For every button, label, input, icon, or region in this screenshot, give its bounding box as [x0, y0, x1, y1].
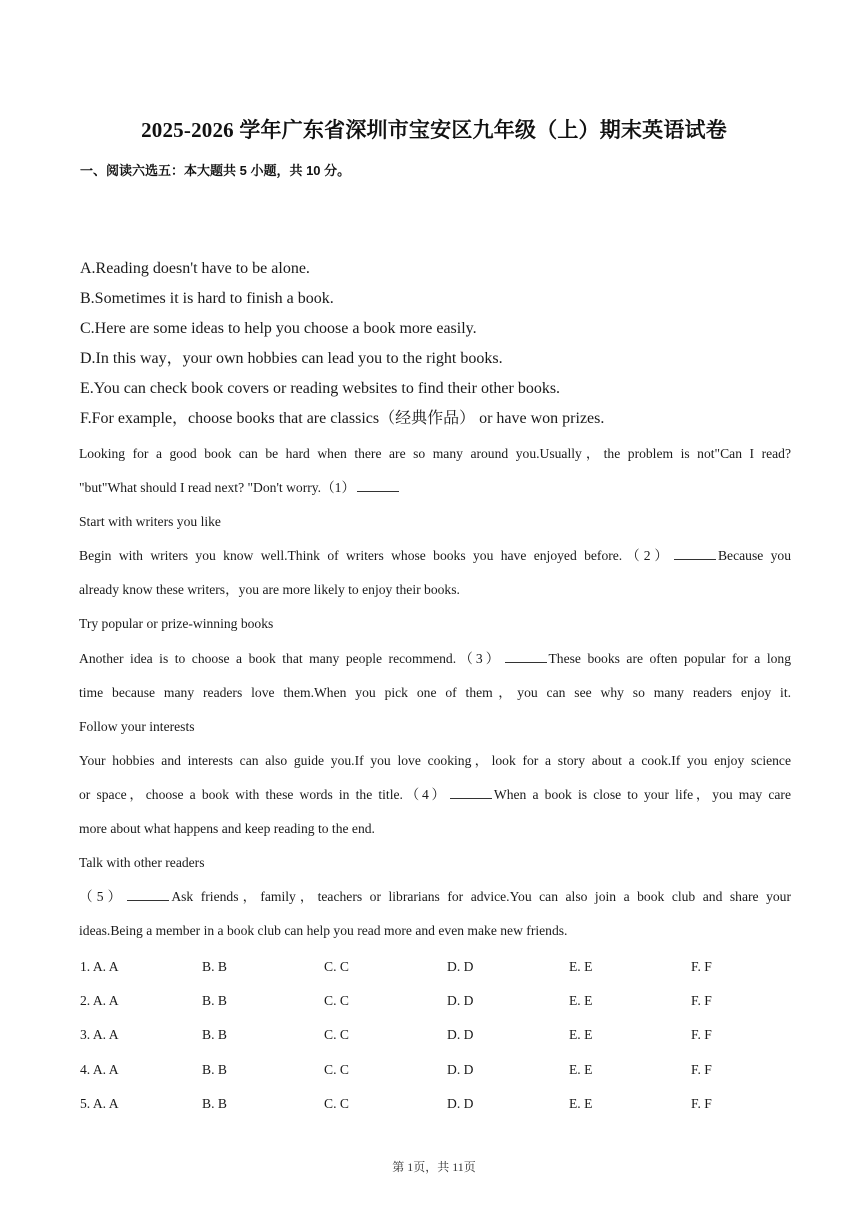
reading-passage: [79, 437, 791, 948]
choice-d[interactable]: D. D: [447, 1095, 474, 1111]
passage-line: Your hobbies and interests can also guide you.If you love cooking，look for a story about a cook.If you enjoy science: [79, 752, 791, 768]
choice-a[interactable]: 1. A. A: [80, 959, 119, 974]
choice-f[interactable]: F. F: [691, 1027, 712, 1043]
choice-a[interactable]: 2. A. A: [80, 993, 119, 1009]
choice-c[interactable]: C. C: [324, 959, 349, 974]
answer-blank-2: [674, 547, 716, 560]
question-row-1: [80, 953, 780, 987]
choice-d[interactable]: D. D: [447, 1027, 474, 1043]
choice-c[interactable]: C. C: [324, 1027, 349, 1043]
choice-e[interactable]: E. E: [569, 1027, 593, 1043]
choice-f[interactable]: F. F: [691, 1095, 712, 1111]
subheading-interests: Follow your interests: [79, 718, 195, 734]
subheading-readers: Talk with other readers: [79, 855, 205, 871]
passage-line: [79, 539, 791, 573]
passage-line: [79, 880, 791, 914]
choice-b[interactable]: B. B: [202, 1061, 227, 1077]
passage-text: Ask friends，family，teachers or librarians for advice.You can also join a book club and share your: [171, 889, 791, 905]
choice-d[interactable]: D. D: [447, 993, 474, 1009]
option-d: D.In this way，your own hobbies can lead you to the right books.: [80, 350, 503, 367]
choice-f[interactable]: F. F: [691, 1061, 712, 1077]
choice-d[interactable]: D. D: [447, 1061, 474, 1077]
choice-b[interactable]: B. B: [202, 993, 227, 1009]
passage-line: [79, 471, 791, 505]
answer-blank-1: [357, 479, 399, 492]
exam-title: 2025-2026 学年广东省深圳市宝安区九年级（上）期末英语试卷: [141, 118, 727, 142]
answer-choices: [80, 953, 780, 1124]
option-a: A.Reading doesn't have to be alone.: [80, 260, 310, 277]
passage-line: already know these writers，you are more likely to enjoy their books.: [79, 582, 460, 598]
choice-c[interactable]: C. C: [324, 993, 349, 1009]
choice-e[interactable]: E. E: [569, 993, 593, 1009]
answer-blank-5: [127, 888, 169, 901]
passage-text: or space，choose a book with these words in the title.（4）: [79, 786, 448, 802]
passage-text: When a book is close to your life，you may care: [493, 786, 791, 802]
choice-f[interactable]: F. F: [691, 959, 712, 974]
passage-line: [79, 778, 791, 812]
option-f: F.For example，choose books that are classics（经典作品） or have won prizes.: [80, 410, 605, 427]
choice-b[interactable]: B. B: [202, 959, 227, 974]
choice-e[interactable]: E. E: [569, 959, 593, 974]
question-row-5: [80, 1090, 780, 1124]
choice-b[interactable]: B. B: [202, 1095, 227, 1111]
passage-line: [79, 642, 791, 676]
passage-text: （5）: [79, 889, 126, 905]
option-e: E.You can check book covers or reading websites to find their other books.: [80, 380, 561, 397]
subheading-writers: Start with writers you like: [79, 514, 221, 530]
section-heading: 一、阅读六选五：本大题共 5 小题，共 10 分。: [80, 163, 351, 178]
choice-e[interactable]: E. E: [569, 1061, 593, 1077]
passage-line: more about what happens and keep reading to the end.: [79, 821, 375, 837]
page-number: 第 1页，共 11页: [392, 1160, 476, 1174]
choice-c[interactable]: C. C: [324, 1061, 349, 1077]
question-row-4: [80, 1056, 780, 1090]
passage-text: These books are often popular for a long: [548, 650, 791, 666]
passage-line: ideas.Being a member in a book club can help you read more and even make new friends.: [79, 923, 568, 939]
subheading-popular: Try popular or prize-winning books: [79, 616, 274, 632]
question-row-2: [80, 987, 780, 1021]
passage-line: time because many readers love them.When you pick one of them，you can see why so many readers enjoy it.: [79, 684, 791, 700]
option-list: [80, 254, 800, 434]
choice-d[interactable]: D. D: [447, 959, 474, 974]
choice-c[interactable]: C. C: [324, 1095, 349, 1111]
choice-a[interactable]: 3. A. A: [80, 1027, 119, 1043]
choice-a[interactable]: 5. A. A: [80, 1095, 119, 1111]
option-c: C.Here are some ideas to help you choose a book more easily.: [80, 320, 477, 337]
answer-blank-4: [450, 786, 492, 799]
choice-f[interactable]: F. F: [691, 993, 712, 1009]
choice-e[interactable]: E. E: [569, 1095, 593, 1111]
question-row-3: [80, 1021, 780, 1055]
option-b: B.Sometimes it is hard to finish a book.: [80, 290, 334, 307]
choice-b[interactable]: B. B: [202, 1027, 227, 1043]
passage-text: Because you: [717, 548, 792, 564]
passage-text: Begin with writers you know well.Think of writers whose books you have enjoyed before.（2）: [79, 548, 672, 564]
passage-line: Looking for a good book can be hard when there are so many around you.Usually，the problem is not"Can I read?: [79, 446, 791, 461]
passage-text: "but"What should I read next? "Don't worry.（1）: [79, 480, 356, 496]
choice-a[interactable]: 4. A. A: [80, 1061, 119, 1077]
passage-text: Another idea is to choose a book that many people recommend.（3）: [79, 650, 503, 666]
answer-blank-3: [505, 650, 547, 663]
